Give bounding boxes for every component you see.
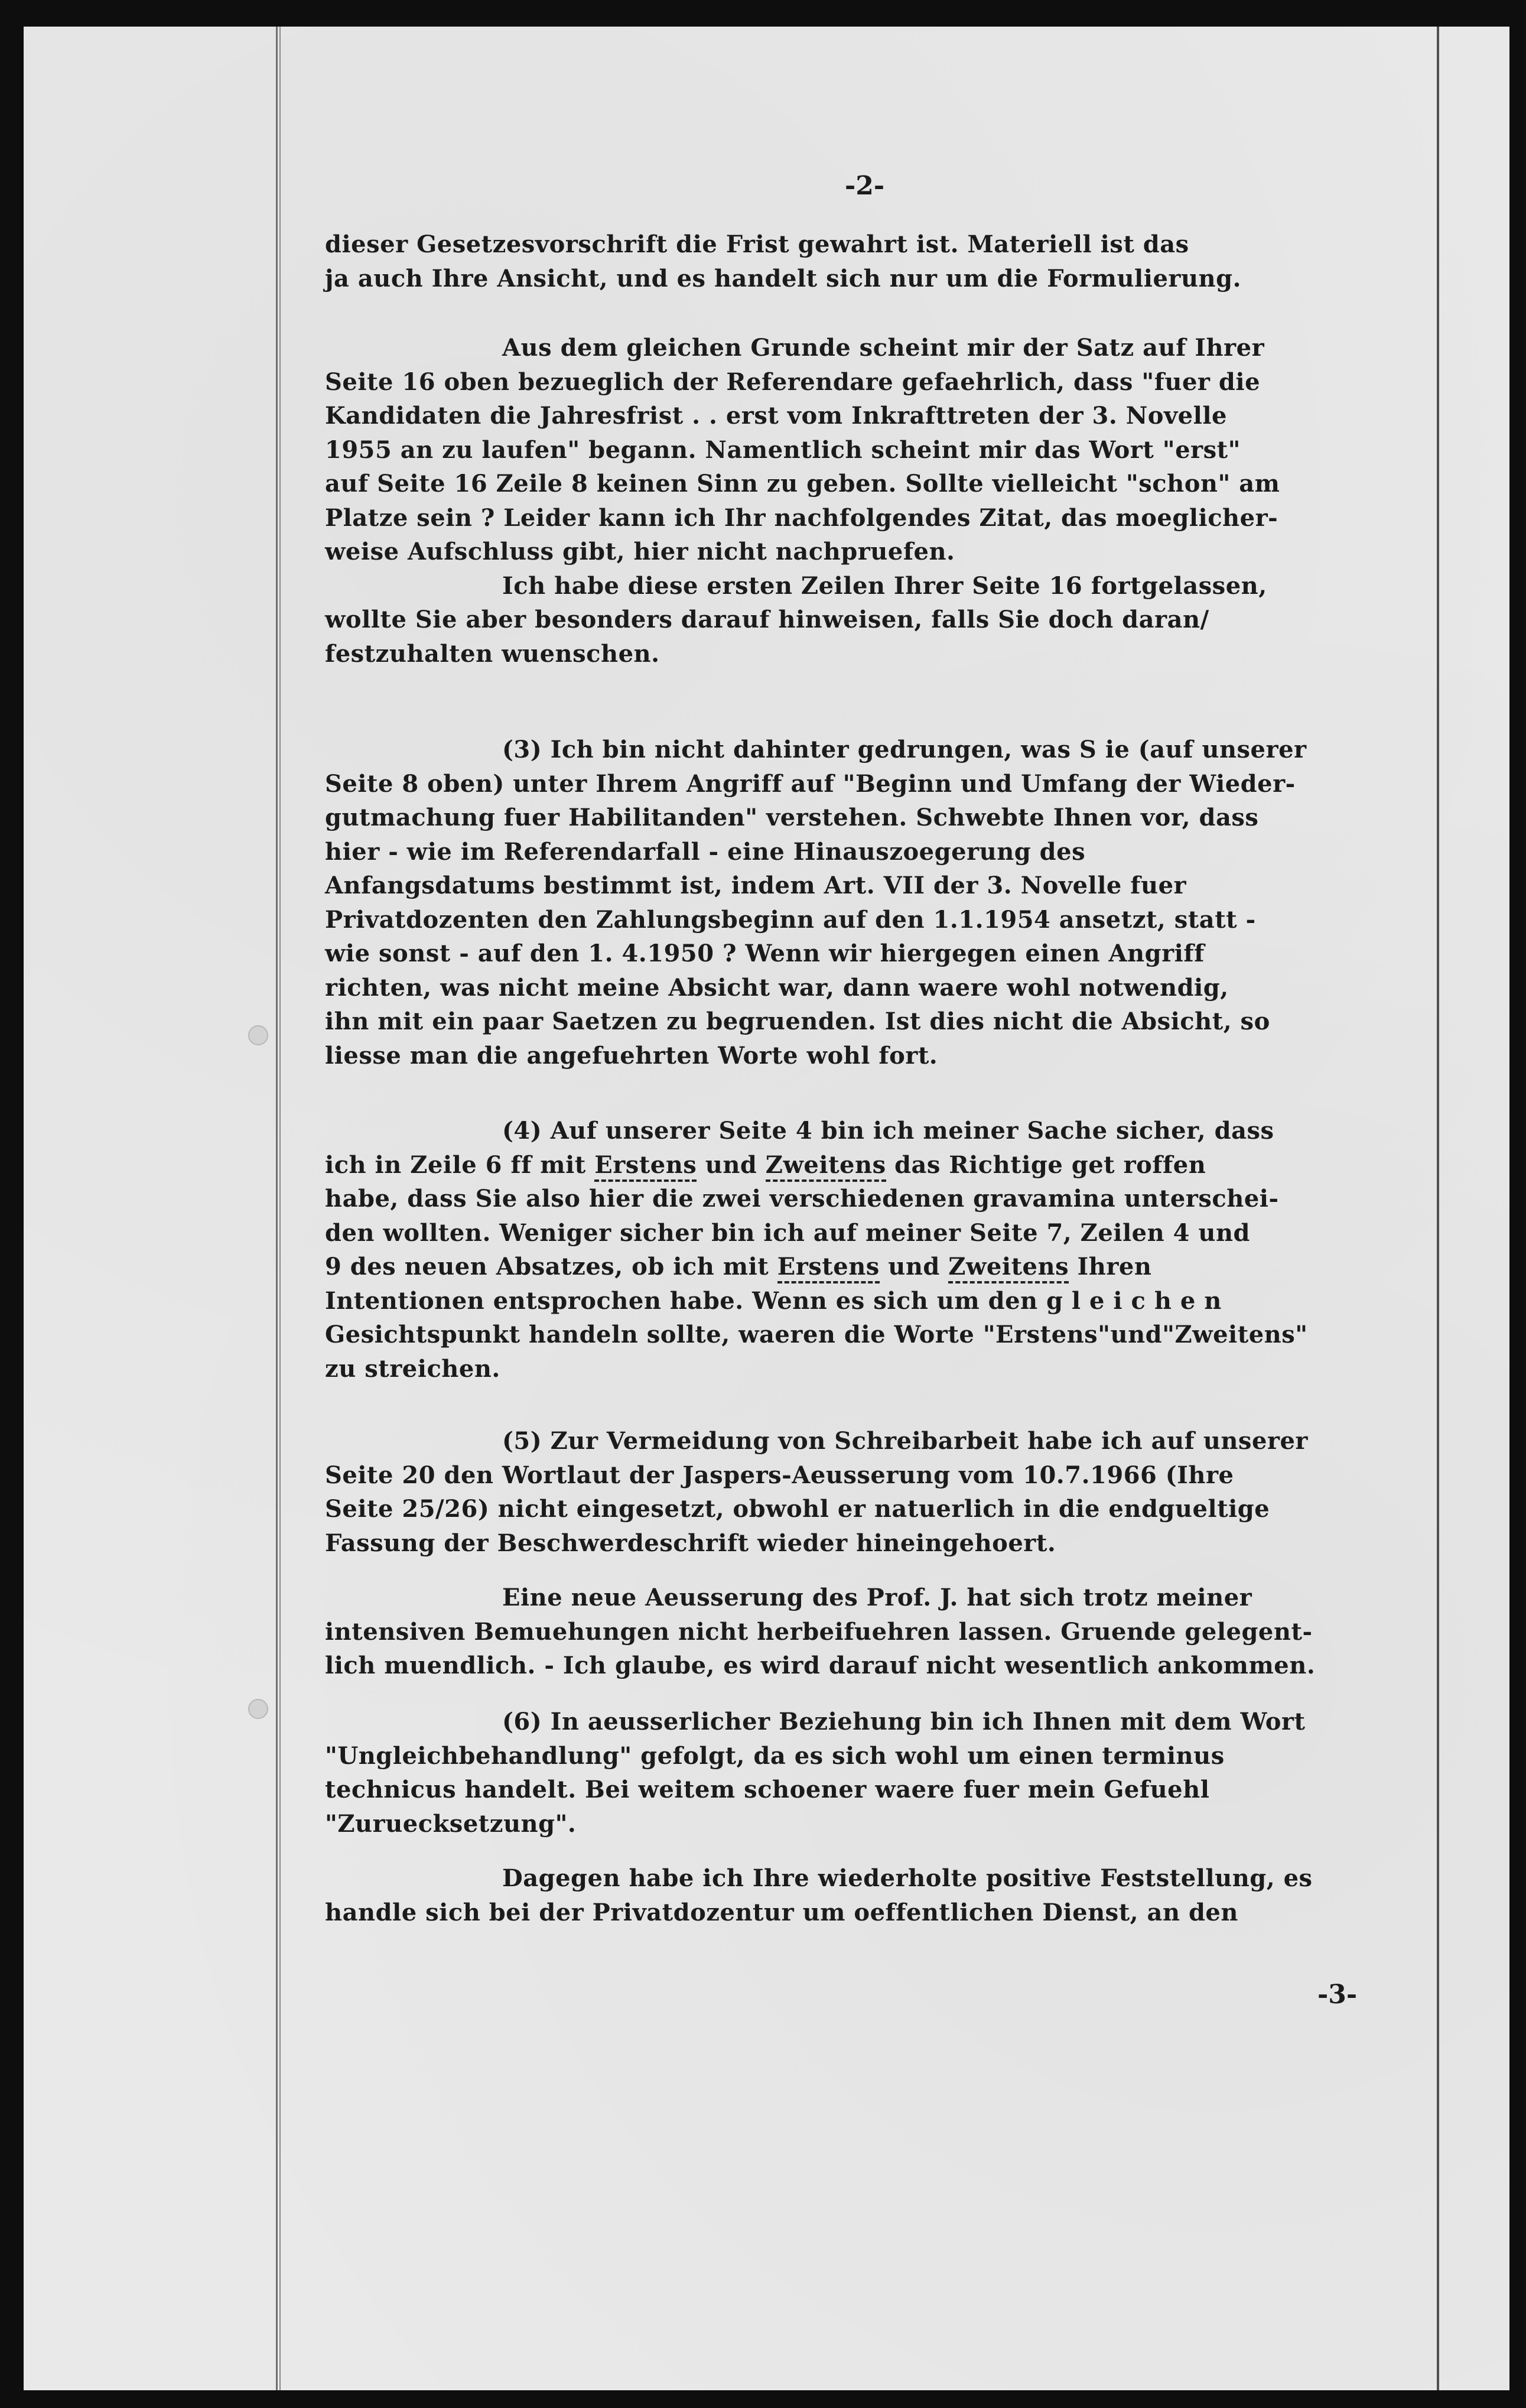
- underlined-word: Erstens: [777, 1253, 880, 1283]
- text-line: handle sich bei der Privatdozentur um oeffentlichen Dienst, an den: [325, 1898, 1238, 1926]
- text-line: habe, dass Sie also hier die zwei verschiedenen gravamina unterschei-: [325, 1185, 1279, 1213]
- text-line: zu streichen.: [325, 1354, 500, 1383]
- text-line: dieser Gesetzesvorschrift die Frist gewahrt ist. Materiell ist das: [325, 230, 1189, 258]
- text-line: Platze sein ? Leider kann ich Ihr nachfolgendes Zitat, das moeglicher-: [325, 503, 1278, 532]
- paragraph-7: [325, 1705, 1442, 1841]
- underlined-word: Zweitens: [766, 1151, 886, 1182]
- punch-hole: [248, 1699, 268, 1719]
- text-line: Seite 25/26) nicht eingesetzt, obwohl er natuerlich in die endgueltige: [325, 1495, 1270, 1523]
- text-line: ja auch Ihre Ansicht, und es handelt sich nur um die Formulierung.: [325, 264, 1242, 293]
- text-line: liesse man die angefuehrten Worte wohl fort.: [325, 1041, 938, 1070]
- text-line: ich in Zeile 6 ff mit Erstens und Zweitens das Richtige get roffen: [325, 1148, 1442, 1182]
- text-line: gutmachung fuer Habilitanden" verstehen. Schwebte Ihnen vor, dass: [325, 804, 1259, 831]
- text-line: weise Aufschluss gibt, hier nicht nachpruefen.: [325, 538, 955, 566]
- text-line: Kandidaten die Jahresfrist . . erst vom Inkrafttreten der 3. Novelle: [325, 402, 1227, 430]
- text-line: 9 des neuen Absatzes, ob ich mit Erstens und Zweitens Ihren: [325, 1250, 1442, 1284]
- paragraph-1: [325, 228, 1442, 295]
- text-line: hier - wie im Referendarfall - eine Hinauszoegerung des: [325, 837, 1086, 866]
- text-line: Privatdozenten den Zahlungsbeginn auf den 1.1.1954 ansetzt, statt -: [325, 905, 1256, 934]
- document-page: [24, 27, 1509, 2390]
- paragraph-4: [325, 1114, 1442, 1386]
- text-line: (5) Zur Vermeidung von Schreibarbeit habe ich auf unserer: [502, 1427, 1308, 1455]
- text-line: Fassung der Beschwerdeschrift wieder hineingehoert.: [325, 1529, 1056, 1557]
- text-line: Eine neue Aeusserung des Prof. J. hat sich trotz meiner: [502, 1584, 1252, 1611]
- text-line: (4) Auf unserer Seite 4 bin ich meiner Sache sicher, dass: [502, 1117, 1274, 1145]
- text-line: (3) Ich bin nicht dahinter gedrungen, was S ie (auf unserer: [502, 736, 1307, 763]
- text-line: Seite 20 den Wortlaut der Jaspers-Aeusserung vom 10.7.1966 (Ihre: [325, 1461, 1234, 1489]
- text-line: Dagegen habe ich Ihre wiederholte positive Feststellung, es: [502, 1864, 1313, 1892]
- text-line: Ich habe diese ersten Zeilen Ihrer Seite 16 fortgelassen,: [502, 571, 1267, 600]
- text-line: wie sonst - auf den 1. 4.1950 ? Wenn wir hiergegen einen Angriff: [325, 940, 1205, 967]
- text-line: 1955 an zu laufen" begann. Namentlich scheint mir das Wort "erst": [325, 436, 1241, 464]
- page-number-top: -2-: [845, 171, 885, 201]
- underlined-word: Erstens: [594, 1151, 697, 1182]
- text-line: festzuhalten wuenschen.: [325, 639, 660, 668]
- paragraph-6: [325, 1581, 1442, 1683]
- page-number-bottom: -3-: [1317, 1980, 1358, 2010]
- text-line: "Zuruecksetzung".: [325, 1809, 577, 1838]
- paragraph-5: [325, 1424, 1442, 1560]
- text-line: Gesichtspunkt handeln sollte, waeren die Worte "Erstens"und"Zweitens": [325, 1321, 1308, 1348]
- text-line: wollte Sie aber besonders darauf hinweisen, falls Sie doch daran/: [325, 606, 1209, 633]
- left-margin-line: [276, 27, 278, 2390]
- paragraph-2: [325, 331, 1442, 671]
- paragraph-3: [325, 733, 1442, 1073]
- text-line: Anfangsdatums bestimmt ist, indem Art. VII der 3. Novelle fuer: [325, 872, 1187, 899]
- text-line: technicus handelt. Bei weitem schoener waere fuer mein Gefuehl: [325, 1776, 1210, 1803]
- text-line: lich muendlich. - Ich glaube, es wird darauf nicht wesentlich ankommen.: [325, 1652, 1316, 1679]
- paragraph-8: [325, 1861, 1442, 1929]
- punch-hole: [248, 1025, 268, 1045]
- text-line: intensiven Bemuehungen nicht herbeifuehren lassen. Gruende gelegent-: [325, 1617, 1313, 1646]
- text-line: den wollten. Weniger sicher bin ich auf meiner Seite 7, Zeilen 4 und: [325, 1218, 1251, 1247]
- text-line: "Ungleichbehandlung" gefolgt, da es sich wohl um einen terminus: [325, 1741, 1225, 1770]
- text-line: Aus dem gleichen Grunde scheint mir der Satz auf Ihrer: [502, 334, 1265, 362]
- text-line: (6) In aeusserlicher Beziehung bin ich Ihnen mit dem Wort: [502, 1708, 1306, 1736]
- underlined-word: Zweitens: [948, 1253, 1069, 1283]
- text-line: Seite 8 oben) unter Ihrem Angriff auf "Beginn und Umfang der Wieder-: [325, 769, 1296, 798]
- text-line: Seite 16 oben bezueglich der Referendare gefaehrlich, dass "fuer die: [325, 368, 1261, 396]
- text-line: ihn mit ein paar Saetzen zu begruenden. Ist dies nicht die Absicht, so: [325, 1008, 1270, 1035]
- left-margin-line-inner: [279, 27, 281, 2390]
- text-line: auf Seite 16 Zeile 8 keinen Sinn zu geben. Sollte vielleicht "schon" am: [325, 470, 1280, 498]
- text-line: richten, was nicht meine Absicht war, dann waere wohl notwendig,: [325, 973, 1229, 1002]
- text-line: Intentionen entsprochen habe. Wenn es sich um den g l e i c h e n: [325, 1286, 1222, 1315]
